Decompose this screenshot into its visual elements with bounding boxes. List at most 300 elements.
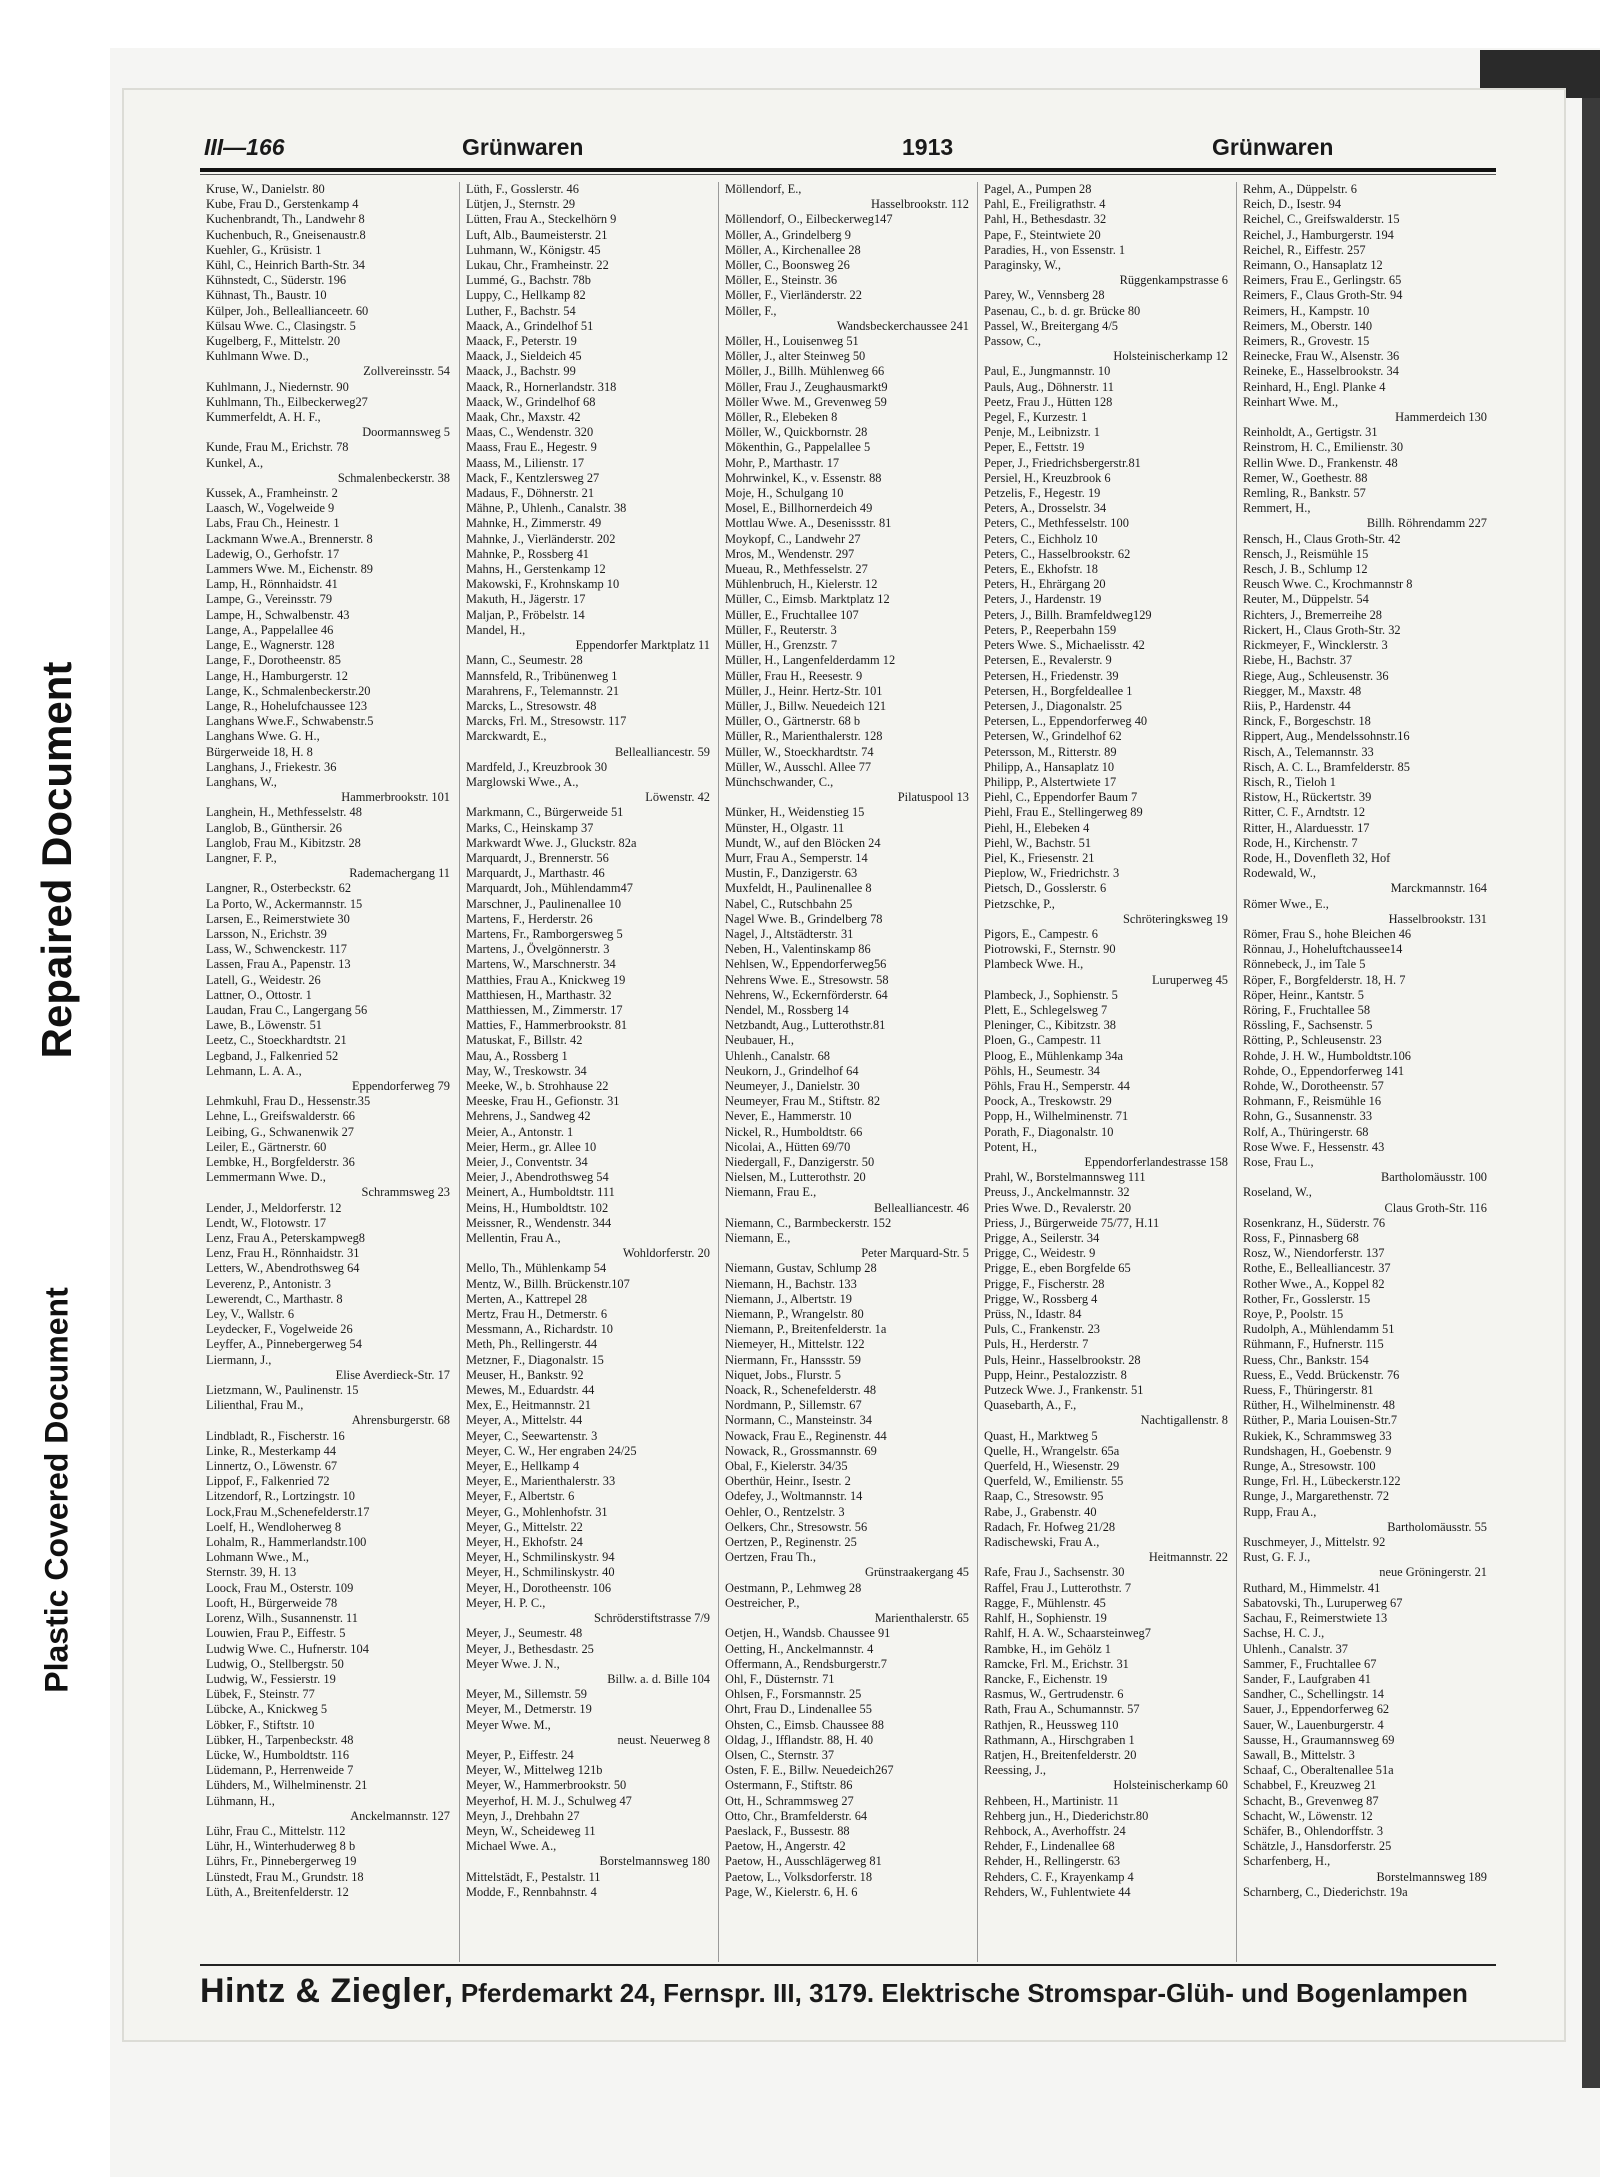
directory-entry: Meth, Ph., Rellingerstr. 44 <box>466 1337 598 1352</box>
directory-entry: Lüth, F., Gosslerstr. 46 <box>466 182 579 196</box>
directory-entry: Rath, Frau A., Schumannstr. 57 <box>984 1702 1140 1717</box>
directory-entry: Meyn, W., Scheideweg 11 <box>466 1823 596 1838</box>
directory-entry: Anckelmannstr. 127 <box>350 1808 450 1823</box>
directory-entry: Odefey, J., Woltmannstr. 14 <box>725 1489 863 1504</box>
directory-entry: Maak, Chr., Maxstr. 42 <box>466 410 581 425</box>
directory-entry: Prahl, W., Borstelmannsweg 111 <box>984 1170 1146 1185</box>
directory-columns <box>200 182 1496 1962</box>
directory-entry: Rönnau, J., Hoheluftchaussee14 <box>1243 942 1403 957</box>
directory-entry: Petersen, J., Diagonalstr. 25 <box>984 698 1122 713</box>
directory-entry: Peters, P., Reeperbahn 159 <box>984 622 1117 637</box>
directory-entry: Kühnast, Th., Baustr. 10 <box>206 288 327 303</box>
directory-entry: Rehbock, A., Averhoffstr. 24 <box>984 1823 1126 1838</box>
directory-entry: Rehbeen, H., Martinistr. 11 <box>984 1793 1119 1808</box>
directory-entry: Schätzle, J., Hansdorferstr. 25 <box>1243 1839 1392 1854</box>
directory-entry: Linnertz, O., Löwenstr. 67 <box>206 1459 338 1474</box>
directory-entry: Sauer, W., Lauenburgerstr. 4 <box>1243 1717 1384 1732</box>
directory-entry: Rode, H., Dovenfleth 32, Hof <box>1243 850 1391 865</box>
directory-entry: Niemann, Frau E., <box>725 1185 817 1200</box>
directory-entry: Philipp, P., Alstertwiete 17 <box>984 774 1117 789</box>
directory-entry: Meyn, J., Drehbahn 27 <box>466 1808 580 1823</box>
directory-entry: Runge, Frl. H., Lübeckerstr.122 <box>1243 1474 1401 1489</box>
directory-entry: Ludwig, W., Fessierstr. 19 <box>206 1671 336 1686</box>
directory-entry: Maass, M., Lilienstr. 17 <box>466 455 585 470</box>
directory-entry: Langhans Wwe. G. H., <box>206 729 320 744</box>
directory-entry: Meinert, A., Humboldtstr. 111 <box>466 1185 615 1200</box>
directory-entry: Reichel, R., Eiffestr. 257 <box>1243 242 1366 257</box>
directory-entry: Ohrt, Frau D., Lindenallee 55 <box>725 1702 872 1717</box>
directory-entry: Piehl, C., Eppendorfer Baum 7 <box>984 790 1138 805</box>
directory-entry: Hasselbrookstr. 112 <box>871 197 969 212</box>
advertiser-name: Hintz & Ziegler, <box>200 1972 454 2010</box>
directory-entry: Hammerbrookstr. 101 <box>341 790 450 805</box>
directory-entry: Petersen, L., Eppendorferweg 40 <box>984 714 1148 729</box>
directory-entry: Piel, K., Friesenstr. 21 <box>984 850 1095 865</box>
directory-entry: Lenz, Frau A., Peterskampweg8 <box>206 1231 365 1246</box>
directory-entry: Markmann, C., Bürgerweide 51 <box>466 805 624 820</box>
directory-entry: Prigge, C., Weidestr. 9 <box>984 1246 1096 1261</box>
directory-entry: Kunde, Frau M., Erichstr. 78 <box>206 440 349 455</box>
directory-entry: Müller, F., Reuterstr. 3 <box>725 622 837 637</box>
directory-entry: Peters, A., Drosselstr. 34 <box>984 501 1107 516</box>
directory-entry: Meier, Herm., gr. Allee 10 <box>466 1139 597 1154</box>
directory-column-3 <box>718 182 973 1962</box>
directory-entry: Meyer, A., Mittelstr. 44 <box>466 1413 583 1428</box>
directory-entry: Pape, F., Steintwiete 20 <box>984 227 1101 242</box>
directory-entry: Paradies, H., von Essenstr. 1 <box>984 242 1126 257</box>
directory-entry: Nickel, R., Humboldtstr. 66 <box>725 1124 863 1139</box>
directory-entry: Potent, H., <box>984 1139 1038 1154</box>
directory-entry: Ohl, F., Düsternstr. 71 <box>725 1671 835 1686</box>
directory-entry: Reinholdt, A., Gertigstr. 31 <box>1243 425 1378 440</box>
directory-entry: Peters Wwe. S., Michaelisstr. 42 <box>984 638 1145 653</box>
directory-entry: Quast, H., Marktweg 5 <box>984 1428 1098 1443</box>
directory-entry: Reimann, O., Hansaplatz 12 <box>1243 258 1383 273</box>
directory-entry: Meier, J., Abendrothsweg 54 <box>466 1170 609 1185</box>
directory-entry: Meeske, Frau H., Gefionstr. 31 <box>466 1094 620 1109</box>
directory-entry: Petzelis, F., Hegestr. 19 <box>984 486 1101 501</box>
directory-entry: Rüggenkampstrasse 6 <box>1119 273 1228 288</box>
advertisement-footer <box>200 1972 1496 2016</box>
directory-entry: Lembke, H., Borgfelderstr. 36 <box>206 1155 355 1169</box>
directory-entry: Nagel, J., Altstädterstr. 31 <box>725 926 854 941</box>
directory-entry: Röper, F., Borgfelderstr. 18, H. 7 <box>1243 972 1406 987</box>
directory-entry: Mehrens, J., Sandweg 42 <box>466 1109 591 1124</box>
directory-entry: Matthies, Frau A., Knickweg 19 <box>466 972 626 987</box>
directory-entry: Rodewald, W., <box>1243 866 1316 881</box>
directory-entry: Lindbladt, R., Fischerstr. 16 <box>206 1428 345 1443</box>
directory-entry: Laasch, W., Vogelweide 9 <box>206 501 335 516</box>
directory-entry: Pöhls, H., Seumestr. 34 <box>984 1063 1100 1078</box>
directory-entry: Reusch Wwe. C., Krochmannstr 8 <box>1243 577 1413 592</box>
directory-entry: Meyer, E., Hellkamp 4 <box>466 1459 580 1474</box>
directory-entry: Lütjen, J., Sternstr. 29 <box>466 197 576 212</box>
directory-entry: Lünstedt, Frau M., Grundstr. 18 <box>206 1869 364 1884</box>
directory-entry: Röper, Heinr., Kantstr. 5 <box>1243 987 1364 1002</box>
directory-entry: Peters, C., Methfesselstr. 100 <box>984 516 1129 531</box>
directory-entry: Niemann, P., Wrangelstr. 80 <box>725 1307 864 1322</box>
directory-entry: Möller, F., <box>725 303 777 318</box>
directory-entry: Schäfer, B., Ohlendorffstr. 3 <box>1243 1823 1384 1838</box>
directory-entry: Mahnke, P., Rossberg 41 <box>466 546 589 561</box>
directory-entry: Meyer, C., Seewartenstr. 3 <box>466 1428 598 1443</box>
directory-entry: Nehrens Wwe. E., Stresowstr. 58 <box>725 972 889 987</box>
directory-entry: Resch, J. B., Schlump 12 <box>1243 562 1368 577</box>
directory-entry: Pries Wwe. D., Revalerstr. 20 <box>984 1200 1132 1215</box>
directory-entry: Piehl, W., Bachstr. 51 <box>984 835 1092 850</box>
directory-entry: Rancke, F., Eichenstr. 19 <box>984 1671 1108 1686</box>
directory-entry: Putzeck Wwe. J., Frankenstr. 51 <box>984 1383 1144 1398</box>
directory-entry: Ahrensburgerstr. 68 <box>351 1413 450 1428</box>
directory-entry: Maack, R., Hornerlandstr. 318 <box>466 379 617 394</box>
directory-entry: Raap, C., Stresowstr. 95 <box>984 1489 1104 1504</box>
directory-entry: Külsau Wwe. C., Clasingstr. 5 <box>206 318 356 333</box>
directory-entry: Riege, Aug., Schleusenstr. 36 <box>1243 668 1389 683</box>
directory-entry: Lühr, H., Winterhuderweg 8 b <box>206 1839 356 1854</box>
directory-entry: Marcks, Frl. M., Stresowstr. 117 <box>466 714 627 729</box>
directory-entry: Lender, J., Meldorferstr. 12 <box>206 1200 342 1215</box>
directory-entry: Möllendorf, O., Eilbeckerweg147 <box>725 212 893 227</box>
directory-entry: Popp, H., Wilhelminenstr. 71 <box>984 1109 1129 1124</box>
directory-entry: Prigge, A., Seilerstr. 34 <box>984 1231 1100 1246</box>
directory-entry: Loelf, H., Wendloherweg 8 <box>206 1519 342 1534</box>
directory-entry: Scharnberg, C., Diederichstr. 19a <box>1243 1884 1408 1899</box>
directory-entry: Müller, W., Ausschl. Allee 77 <box>725 759 872 774</box>
directory-entry: Luther, F., Bachstr. 54 <box>466 303 576 318</box>
directory-entry: Peters, C., Hasselbrookstr. 62 <box>984 546 1131 561</box>
directory-entry: Remer, W., Goethestr. 88 <box>1243 470 1368 485</box>
directory-entry: Hammerdeich 130 <box>1395 410 1487 425</box>
directory-entry: Paul, E., Jungmannstr. 10 <box>984 364 1111 379</box>
directory-entry: Möller, H., Louisenweg 51 <box>725 334 859 349</box>
directory-entry: Mähne, P., Uhlenh., Canalstr. 38 <box>466 501 627 516</box>
directory-entry: Ludwig, O., Stellbergstr. 50 <box>206 1656 344 1671</box>
directory-entry: Lehmann, L. A. A., <box>206 1063 302 1078</box>
directory-entry: Schmalenbeckerstr. 38 <box>337 470 450 485</box>
directory-entry: Lücke, W., Humboldtstr. 116 <box>206 1747 350 1762</box>
directory-entry: Maack, J., Sieldeich 45 <box>466 349 582 364</box>
directory-entry: Schaaf, C., Oberaltenallee 51a <box>1243 1763 1394 1778</box>
directory-entry: Lamp, H., Rönnhaidstr. 41 <box>206 577 338 592</box>
directory-entry: Lühmann, H., <box>206 1793 275 1808</box>
directory-entry: Ritter, C. F., Arndtstr. 12 <box>1243 805 1366 820</box>
directory-entry: Rötting, P., Schleusenstr. 23 <box>1243 1033 1382 1048</box>
directory-entry: Nehlsen, W., Eppendorferweg56 <box>725 957 887 972</box>
directory-entry: Rickmeyer, F., Wincklerstr. 3 <box>1243 638 1388 653</box>
directory-entry: Loock, Frau M., Osterstr. 109 <box>206 1580 354 1595</box>
directory-entry: Richters, J., Bremerreihe 28 <box>1243 607 1383 622</box>
directory-entry: Doormannsweg 5 <box>362 425 450 440</box>
directory-entry: Meyer, H., Schmilinskystr. 94 <box>466 1550 615 1565</box>
directory-entry: Rohn, G., Susannenstr. 33 <box>1243 1109 1373 1124</box>
directory-entry: Martens, Fr., Ramborgersweg 5 <box>466 926 623 941</box>
directory-entry: Pahl, E., Freiligrathstr. 4 <box>984 197 1106 212</box>
directory-entry: Nehrens, W., Eckernförderstr. 64 <box>725 987 888 1002</box>
directory-entry: Lange, F., Dorotheenstr. 85 <box>206 653 341 668</box>
directory-entry: Rafe, Frau J., Sachsenstr. 30 <box>984 1565 1125 1580</box>
directory-entry: Poock, A., Treskowstr. 29 <box>984 1094 1112 1109</box>
directory-entry: Maass, Frau E., Hegestr. 9 <box>466 440 597 455</box>
directory-entry: Peters, C., Eichholz 10 <box>984 531 1098 546</box>
directory-column-1 <box>200 182 454 1962</box>
directory-entry: Parey, W., Vennsberg 28 <box>984 288 1105 303</box>
directory-entry: Osten, F. E., Billw. Neuedeich267 <box>725 1763 894 1778</box>
directory-entry: Leibing, G., Schwanenwik 27 <box>206 1124 354 1139</box>
directory-entry: Matties, F., Hammerbrookstr. 81 <box>466 1018 628 1033</box>
directory-entry: Matthiesen, H., Marthastr. 32 <box>466 987 612 1002</box>
directory-entry: Lohalm, R., Hammerlandstr.100 <box>206 1535 367 1550</box>
directory-entry: Pöhls, Frau H., Semperstr. 44 <box>984 1078 1130 1093</box>
directory-entry: Lawe, B., Löwenstr. 51 <box>206 1018 322 1033</box>
directory-entry: Reinhard, H., Engl. Planke 4 <box>1243 379 1386 394</box>
directory-entry: Marckmannstr. 164 <box>1390 881 1487 896</box>
directory-entry: Müller, Frau H., Reesestr. 9 <box>725 668 863 683</box>
directory-entry: Mentz, W., Billh. Brückenstr.107 <box>466 1276 630 1291</box>
directory-entry: Maljan, P., Fröbelstr. 14 <box>466 607 585 622</box>
directory-entry: Rohde, W., Dorotheenstr. 57 <box>1243 1078 1384 1093</box>
directory-entry: Eppendorferweg 79 <box>351 1078 450 1093</box>
directory-entry: Paeslack, F., Bussestr. 88 <box>725 1823 850 1838</box>
directory-entry: Reimers, F., Claus Groth-Str. 94 <box>1243 288 1403 303</box>
year-heading: 1913 <box>902 134 954 160</box>
directory-entry: Rohde, O., Eppendorferweg 141 <box>1243 1063 1405 1078</box>
directory-entry: Oestreicher, P., <box>725 1595 800 1610</box>
directory-entry: Wohldorferstr. 20 <box>622 1246 710 1261</box>
directory-entry: Bürgerweide 18, H. 8 <box>206 744 313 759</box>
directory-entry: Raffel, Frau J., Lutterothstr. 7 <box>984 1580 1132 1595</box>
directory-entry: Maack, W., Grindelhof 68 <box>466 394 596 409</box>
directory-entry: Maack, A., Grindelhof 51 <box>466 318 594 333</box>
directory-entry: Roseland, W., <box>1243 1185 1312 1200</box>
directory-entry: Römer Wwe., E., <box>1243 896 1329 911</box>
directory-entry: Müller, J., Heinr. Hertz-Str. 101 <box>725 683 883 698</box>
directory-entry: Kugelberg, F., Mittelstr. 20 <box>206 334 341 349</box>
directory-entry: Lietzmann, W., Paulinenstr. 15 <box>206 1383 359 1398</box>
directory-entry: Billh. Röhrendamm 227 <box>1366 516 1487 531</box>
directory-entry: Reessing, J., <box>984 1763 1046 1778</box>
directory-entry: Litzendorf, R., Lortzingstr. 10 <box>206 1489 356 1504</box>
directory-entry: Pagel, A., Pumpen 28 <box>984 182 1092 196</box>
directory-entry: Letters, W., Abendrothsweg 64 <box>206 1261 360 1276</box>
directory-entry: Rabe, J., Grabenstr. 40 <box>984 1504 1097 1519</box>
directory-entry: Leverenz, P., Antonistr. 3 <box>206 1276 331 1291</box>
directory-entry: Bartholomäusstr. 55 <box>1387 1519 1487 1534</box>
directory-entry: Münster, H., Olgastr. 11 <box>725 820 845 835</box>
directory-entry: Lohmann Wwe., M., <box>206 1550 310 1565</box>
directory-entry: Külper, Joh., Belleallianceetr. 60 <box>206 303 369 318</box>
directory-entry: Rehders, W., Fuhlentwiete 44 <box>984 1884 1131 1899</box>
directory-entry: Meyer Wwe. M., <box>466 1717 551 1732</box>
directory-entry: Uhlenh., Canalstr. 37 <box>1243 1641 1348 1656</box>
directory-entry: Marquardt, J., Marthastr. 46 <box>466 866 605 881</box>
directory-entry: Marckwardt, E., <box>466 729 547 744</box>
directory-entry: Mau, A., Rossberg 1 <box>466 1048 568 1063</box>
section-heading-left: Grünwaren <box>462 134 584 160</box>
directory-entry: Rother Wwe., A., Koppel 82 <box>1243 1276 1385 1291</box>
directory-entry: Piehl, H., Elebeken 4 <box>984 820 1090 835</box>
directory-entry: Oldag, J., Ifflandstr. 88, H. 40 <box>725 1732 874 1747</box>
directory-entry: Niermann, Fr., Hanssstr. 59 <box>725 1352 861 1367</box>
directory-entry: Niemann, C., Barmbeckerstr. 152 <box>725 1215 892 1230</box>
directory-entry: Runge, A., Stresowstr. 100 <box>1243 1459 1376 1474</box>
directory-entry: Muxfeldt, H., Paulinenallee 8 <box>725 881 872 896</box>
directory-entry: Nowack, Frau E., Reginenstr. 44 <box>725 1428 887 1443</box>
directory-entry: Schröteringksweg 19 <box>1123 911 1228 926</box>
directory-entry: Pieplow, W., Friedrichstr. 3 <box>984 866 1120 881</box>
directory-entry: Meyer, W., Hammerbrookstr. 50 <box>466 1778 627 1793</box>
directory-entry: Reinhart Wwe. M., <box>1243 394 1339 409</box>
directory-entry: Mellentin, Frau A., <box>466 1231 561 1246</box>
directory-entry: Peters, H., Ehrärgang 20 <box>984 577 1106 592</box>
directory-entry: Nabel, C., Rutschbahn 25 <box>725 896 853 911</box>
directory-entry: Ohsten, C., Eimsb. Chaussee 88 <box>725 1717 885 1732</box>
directory-entry: Ritter, H., Alarduesstr. 17 <box>1243 820 1370 835</box>
directory-entry: Uhlenh., Canalstr. 68 <box>725 1048 830 1063</box>
directory-entry: Olsen, C., Sternstr. 37 <box>725 1747 835 1762</box>
directory-entry: Priess, J., Bürgerweide 75/77, H.11 <box>984 1215 1160 1230</box>
directory-entry: Meyer, W., Mittelweg 121b <box>466 1763 603 1778</box>
directory-entry: Möller, R., Elebeken 8 <box>725 410 838 425</box>
directory-entry: Paetow, L., Volksdorferstr. 18 <box>725 1869 873 1884</box>
directory-entry: Ristow, H., Rückertstr. 39 <box>1243 790 1372 805</box>
directory-entry: Pietsch, D., Gosslerstr. 6 <box>984 881 1107 896</box>
directory-entry: Möller Wwe. M., Grevenweg 59 <box>725 394 887 409</box>
directory-entry: Kummerfeldt, A. H. F., <box>206 410 321 425</box>
directory-entry: Müller, H., Langenfelderdamm 12 <box>725 653 896 668</box>
directory-entry: Neumeyer, Frau M., Stiftstr. 82 <box>725 1094 881 1109</box>
directory-entry: Müller, C., Eimsb. Marktplatz 12 <box>725 592 890 607</box>
directory-entry: Müller, R., Marienthalerstr. 128 <box>725 729 883 744</box>
directory-entry: Rüther, P., Maria Louisen-Str.7 <box>1243 1413 1398 1428</box>
directory-entry: Sachau, F., Reimerstwiete 13 <box>1243 1611 1388 1626</box>
directory-entry: Piehl, Frau E., Stellingerweg 89 <box>984 805 1143 820</box>
directory-entry: Meyer, P., Eiffestr. 24 <box>466 1747 574 1762</box>
directory-entry: Puls, C., Frankenstr. 23 <box>984 1322 1100 1337</box>
directory-entry: Hasselbrookstr. 131 <box>1388 911 1487 926</box>
directory-entry: Lüdemann, P., Herrenweide 7 <box>206 1763 354 1778</box>
footer-rule <box>200 1964 1496 1966</box>
directory-entry: Ross, F., Pinnasberg 68 <box>1243 1231 1359 1246</box>
directory-entry: Netzbandt, Aug., Lutterothstr.81 <box>725 1018 886 1033</box>
directory-entry: Niemann, J., Albertstr. 19 <box>725 1291 852 1306</box>
directory-entry: Leydecker, F., Vogelweide 26 <box>206 1322 353 1337</box>
directory-entry: Risch, A. C. L., Bramfelderstr. 85 <box>1243 759 1410 774</box>
directory-entry: Oestmann, P., Lehmweg 28 <box>725 1580 862 1595</box>
directory-entry: neust. Neuerweg 8 <box>617 1732 710 1747</box>
directory-entry: Lange, K., Schmalenbeckerstr.20 <box>206 683 371 698</box>
directory-entry: Meyer, H., Ekhofstr. 24 <box>466 1535 583 1550</box>
directory-entry: Kube, Frau D., Gerstenkamp 4 <box>206 197 359 212</box>
directory-entry: Remmert, H., <box>1243 501 1311 516</box>
directory-entry: Kussek, A., Framheinstr. 2 <box>206 486 338 501</box>
directory-entry: Kuchenbuch, R., Gneisenaustr.8 <box>206 227 366 242</box>
directory-entry: Sauer, J., Eppendorferweg 62 <box>1243 1702 1390 1717</box>
directory-entry: Martens, F., Herderstr. 26 <box>466 911 593 926</box>
directory-entry: Plett, E., Schlegelsweg 7 <box>984 1002 1108 1017</box>
directory-entry: Ludwig Wwe. C., Hufnerstr. 104 <box>206 1641 369 1656</box>
directory-entry: Meier, J., Conventstr. 34 <box>466 1155 588 1169</box>
directory-entry: Luruperweg 45 <box>1151 972 1228 987</box>
directory-entry: Puls, Heinr., Hasselbrookstr. 28 <box>984 1352 1141 1367</box>
directory-entry: Meyer, J., Bethesdastr. 25 <box>466 1641 594 1656</box>
directory-entry: Lass, W., Schwenckestr. 117 <box>206 942 347 957</box>
directory-entry: Löbker, F., Stiftstr. 10 <box>206 1717 315 1732</box>
directory-entry: Münker, H., Weidenstieg 15 <box>725 805 865 820</box>
directory-entry: Rohde, J. H. W., Humboldtstr.106 <box>1243 1048 1411 1063</box>
directory-entry: Mahns, H., Gerstenkamp 12 <box>466 562 606 577</box>
directory-entry: Ohlsen, F., Forsmannstr. 25 <box>725 1687 862 1702</box>
directory-entry: Philipp, A., Hansaplatz 10 <box>984 759 1115 774</box>
directory-entry: Radischewski, Frau A., <box>984 1535 1100 1550</box>
page-number: III—166 <box>204 134 285 160</box>
directory-entry: Rühmann, F., Hufnerstr. 115 <box>1243 1337 1384 1352</box>
directory-entry: Roye, P., Poolstr. 15 <box>1243 1307 1344 1322</box>
directory-entry: Neumeyer, J., Danielstr. 30 <box>725 1078 860 1093</box>
directory-entry: Murr, Frau A., Semperstr. 14 <box>725 850 868 865</box>
directory-entry: Ott, H., Schrammsweg 27 <box>725 1793 854 1808</box>
directory-entry: Legband, J., Falkenried 52 <box>206 1048 339 1063</box>
directory-entry: Oberthür, Heinr., Isestr. 2 <box>725 1474 851 1489</box>
directory-entry: Holsteinischerkamp 12 <box>1113 349 1228 364</box>
directory-entry: Borstelmannsweg 189 <box>1376 1869 1487 1884</box>
directory-entry: Reineke, E., Hasselbrookstr. 34 <box>1243 364 1399 379</box>
directory-entry: Mueau, R., Methfesselstr. 27 <box>725 562 868 577</box>
directory-entry: Meyer, H., Schmilinskystr. 40 <box>466 1565 615 1580</box>
directory-entry: Lemmermann Wwe. D., <box>206 1170 326 1185</box>
directory-entry: Müller, J., Billw. Neuedeich 121 <box>725 698 887 713</box>
directory-entry: Rode, H., Kirchenstr. 7 <box>1243 835 1358 850</box>
directory-entry: Rolf, A., Thüringerstr. 68 <box>1243 1124 1369 1139</box>
directory-entry: Münchschwander, C., <box>725 774 834 789</box>
directory-entry: Makuth, H., Jägerstr. 17 <box>466 592 586 607</box>
directory-entry: Mottlau Wwe. A., Desenissstr. 81 <box>725 516 892 531</box>
directory-entry: Grünstraakergang 45 <box>864 1565 969 1580</box>
directory-entry: Niemann, P., Breitenfelderstr. 1a <box>725 1322 887 1337</box>
directory-entry: Niemann, H., Bachstr. 133 <box>725 1276 857 1291</box>
directory-entry: Kuhlmann Wwe. D., <box>206 349 309 364</box>
directory-entry: Porath, F., Diagonalstr. 10 <box>984 1124 1114 1139</box>
directory-entry: Lange, A., Pappelallee 46 <box>206 622 334 637</box>
directory-entry: Petersen, E., Revalerstr. 9 <box>984 653 1112 668</box>
directory-entry: Rensch, J., Reismühle 15 <box>1243 546 1369 561</box>
directory-entry: Lübker, H., Tarpenbeckstr. 48 <box>206 1732 354 1747</box>
repaired-document-label: Repaired Document <box>33 661 80 1059</box>
directory-entry: Liermann, J., <box>206 1352 272 1367</box>
directory-entry: Lampe, G., Vereinsstr. 79 <box>206 592 333 607</box>
directory-entry: Rundshagen, H., Goebenstr. 9 <box>1243 1443 1392 1458</box>
directory-entry: Rathmann, A., Hirschgraben 1 <box>984 1732 1135 1747</box>
directory-entry: Mundt, W., auf den Blöcken 24 <box>725 835 881 850</box>
directory-entry: Rosenkranz, H., Süderstr. 76 <box>1243 1215 1386 1230</box>
directory-entry: Möllendorf, E., <box>725 182 802 196</box>
directory-entry: Reich, D., Isestr. 94 <box>1243 197 1342 212</box>
directory-entry: Bellealliancestr. 46 <box>874 1200 969 1215</box>
directory-entry: Quelle, H., Wrangelstr. 65a <box>984 1443 1120 1458</box>
directory-entry: Rukiek, K., Schrammsweg 33 <box>1243 1428 1392 1443</box>
directory-entry: Oertzen, Frau Th., <box>725 1550 816 1565</box>
directory-entry: Neukorn, J., Grindelhof 64 <box>725 1063 859 1078</box>
directory-entry: Lackmann Wwe.A., Brennerstr. 8 <box>206 531 373 546</box>
directory-entry: Meyer, M., Sillemstr. 59 <box>466 1687 587 1702</box>
directory-entry: Quasebarth, A., F., <box>984 1398 1077 1413</box>
directory-entry: Marquardt, J., Brennerstr. 56 <box>466 850 609 865</box>
directory-entry: Langner, F. P., <box>206 850 277 865</box>
directory-entry: Rinck, F., Borgeschstr. 18 <box>1243 714 1371 729</box>
directory-entry: Ostermann, F., Stiftstr. 86 <box>725 1778 853 1793</box>
directory-entry: Meeke, W., b. Strohhause 22 <box>466 1078 609 1093</box>
directory-entry: Maack, J., Bachstr. 99 <box>466 364 576 379</box>
directory-entry: Pilatuspool 13 <box>897 790 969 805</box>
